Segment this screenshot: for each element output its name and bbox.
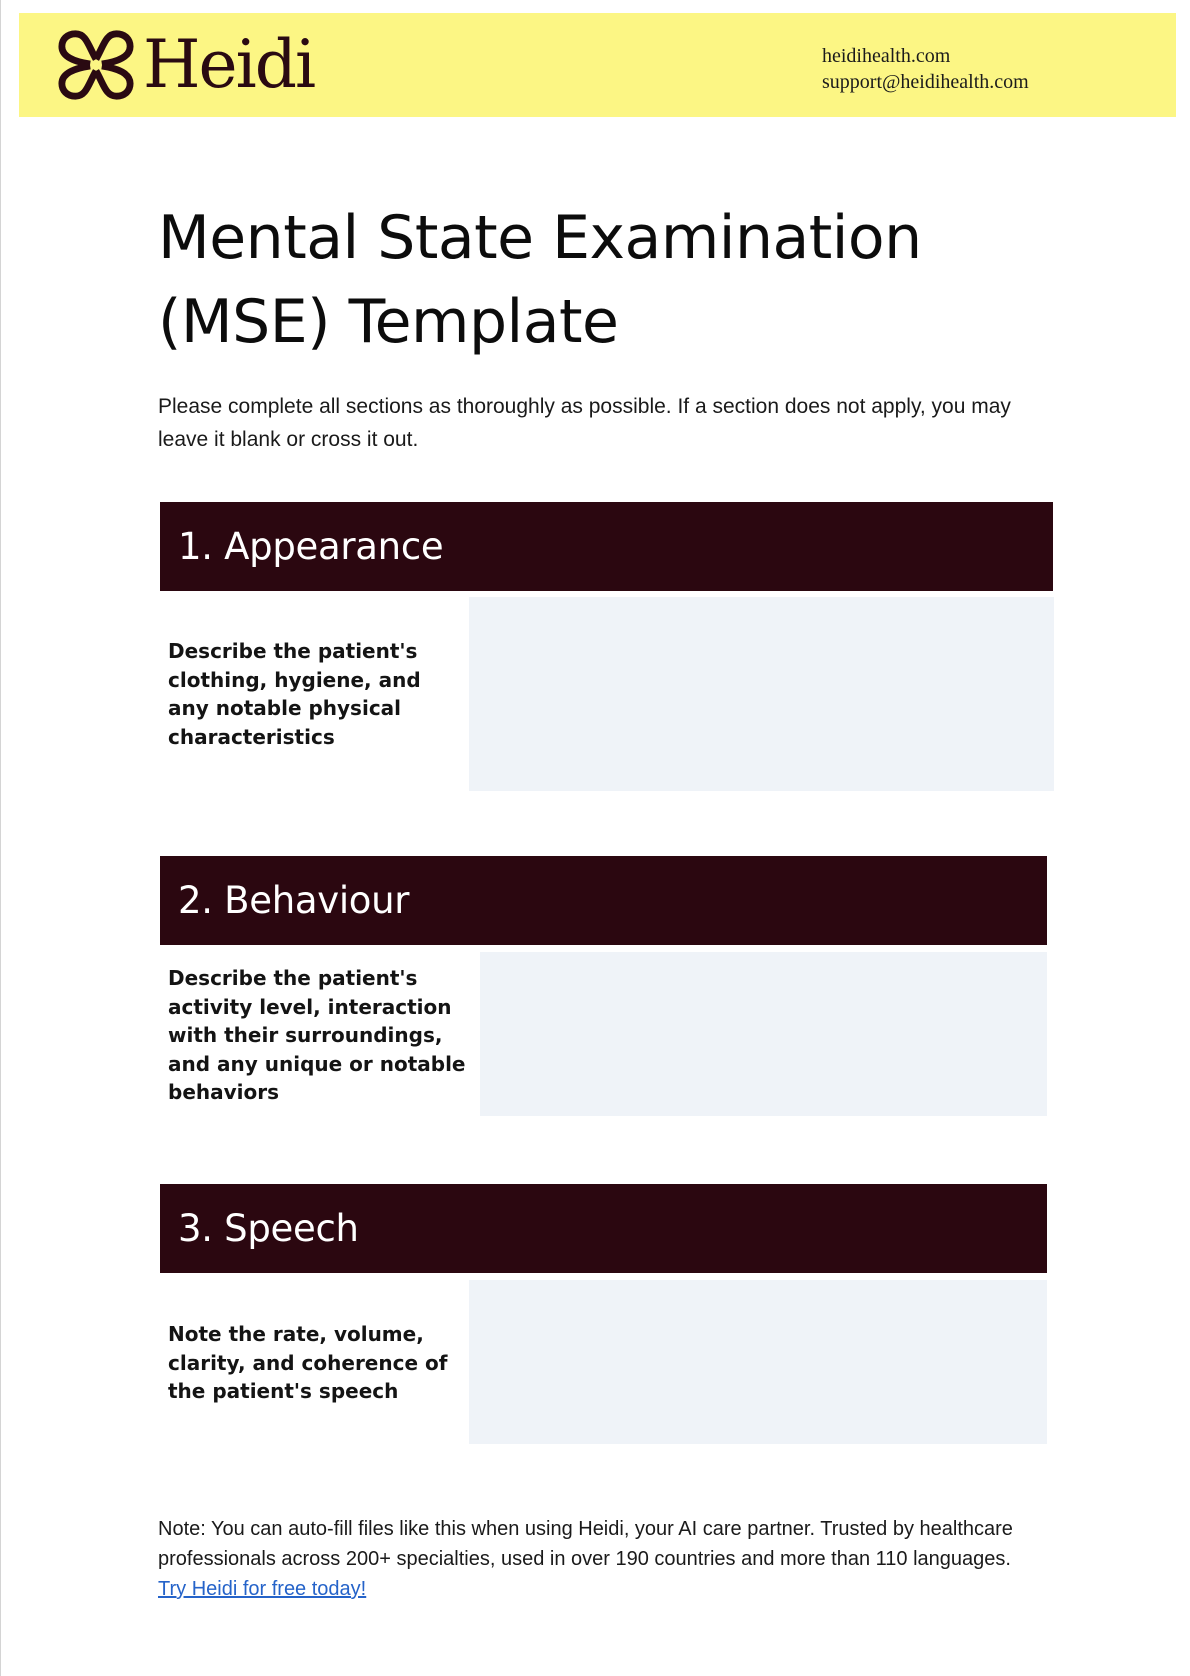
section-prompt-behaviour: Describe the patient's activity level, interaction with their surroundings, and any unique or notable behaviors [168, 966, 466, 1104]
section-prompt-appearance: Describe the patient's clothing, hygiene, and any notable physical characteristics [168, 639, 421, 749]
try-heidi-link[interactable]: Try Heidi for free today! [158, 1578, 367, 1600]
contact-block [822, 43, 1029, 95]
section-header-behaviour [160, 856, 1047, 945]
intro-text: Please complete all sections as thoroughly as possible. If a section does not apply, you may leave it blank or cross it out. [158, 395, 1011, 451]
document-title: Mental State Examination (MSE) Template [158, 203, 922, 357]
brand-wordmark: Heidi [143, 26, 315, 103]
section-header-appearance [160, 502, 1053, 591]
footer-note-text: Note: You can auto-fill files like this when using Heidi, your AI care partner. Trusted by healthcare professionals across 200+ specialties, used in over 190 countries and more than 110 languages. [158, 1518, 1013, 1570]
section-heading: 3. Speech [178, 1207, 359, 1250]
support-email-link[interactable]: support@heidihealth.com [822, 71, 1029, 93]
section-prompt-speech: Note the rate, volume, clarity, and coherence of the patient's speech [168, 1322, 448, 1403]
heidi-logo-icon [57, 26, 135, 104]
behaviour-answer-field[interactable] [480, 952, 1047, 1116]
appearance-answer-field[interactable] [469, 597, 1054, 791]
page-edge [0, 0, 1, 1676]
section-heading: 1. Appearance [178, 525, 444, 568]
footer-note [158, 1514, 1058, 1604]
brand-logo[interactable] [57, 25, 314, 105]
section-heading: 2. Behaviour [178, 879, 410, 922]
header-band [19, 13, 1176, 117]
section-header-speech [160, 1184, 1047, 1273]
speech-answer-field[interactable] [469, 1280, 1047, 1444]
website-link[interactable]: heidihealth.com [822, 45, 951, 67]
